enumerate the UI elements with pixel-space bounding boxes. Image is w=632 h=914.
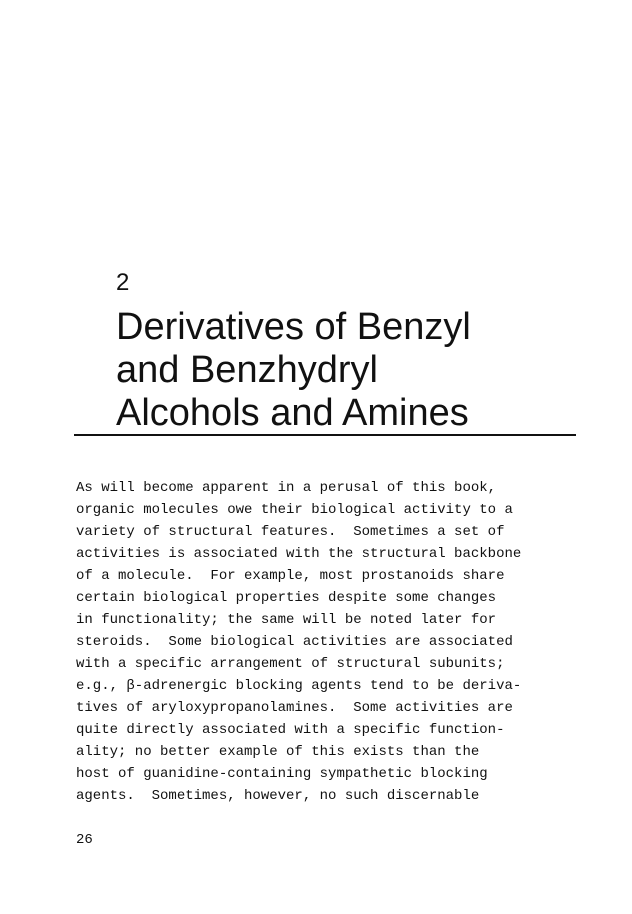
page-number: 26 bbox=[76, 832, 93, 848]
chapter-title-line: Derivatives of Benzyl bbox=[116, 306, 471, 348]
text-line: e.g., β-adrenergic blocking agents tend to be deriva- bbox=[76, 678, 522, 694]
text-line: variety of structural features. Sometimes a set of bbox=[76, 524, 505, 540]
chapter-title-line: and Benzhydryl bbox=[116, 349, 378, 391]
text-line: activities is associated with the structural backbone bbox=[76, 546, 522, 562]
text-line: host of guanidine-containing sympathetic blocking bbox=[76, 766, 488, 782]
text-line: As will become apparent in a perusal of this book, bbox=[76, 480, 497, 496]
text-line: steroids. Some biological activities are associated bbox=[76, 634, 513, 650]
chapter-number: 2 bbox=[116, 269, 130, 296]
chapter-title bbox=[116, 306, 471, 435]
text-line: of a molecule. For example, most prostanoids share bbox=[76, 568, 505, 584]
chapter-title-line: Alcohols and Amines bbox=[116, 392, 469, 434]
title-divider bbox=[74, 434, 576, 436]
text-line: organic molecules owe their biological activity to a bbox=[76, 502, 513, 518]
text-line: quite directly associated with a specific function- bbox=[76, 722, 505, 738]
text-line: tives of aryloxypropanolamines. Some activities are bbox=[76, 700, 513, 716]
text-line: certain biological properties despite some changes bbox=[76, 590, 497, 606]
text-line: ality; no better example of this exists than the bbox=[76, 744, 480, 760]
text-line: with a specific arrangement of structural subunits; bbox=[76, 656, 505, 672]
body-paragraph bbox=[76, 477, 521, 807]
text-line: agents. Sometimes, however, no such discernable bbox=[76, 788, 480, 804]
text-line: in functionality; the same will be noted later for bbox=[76, 612, 497, 628]
